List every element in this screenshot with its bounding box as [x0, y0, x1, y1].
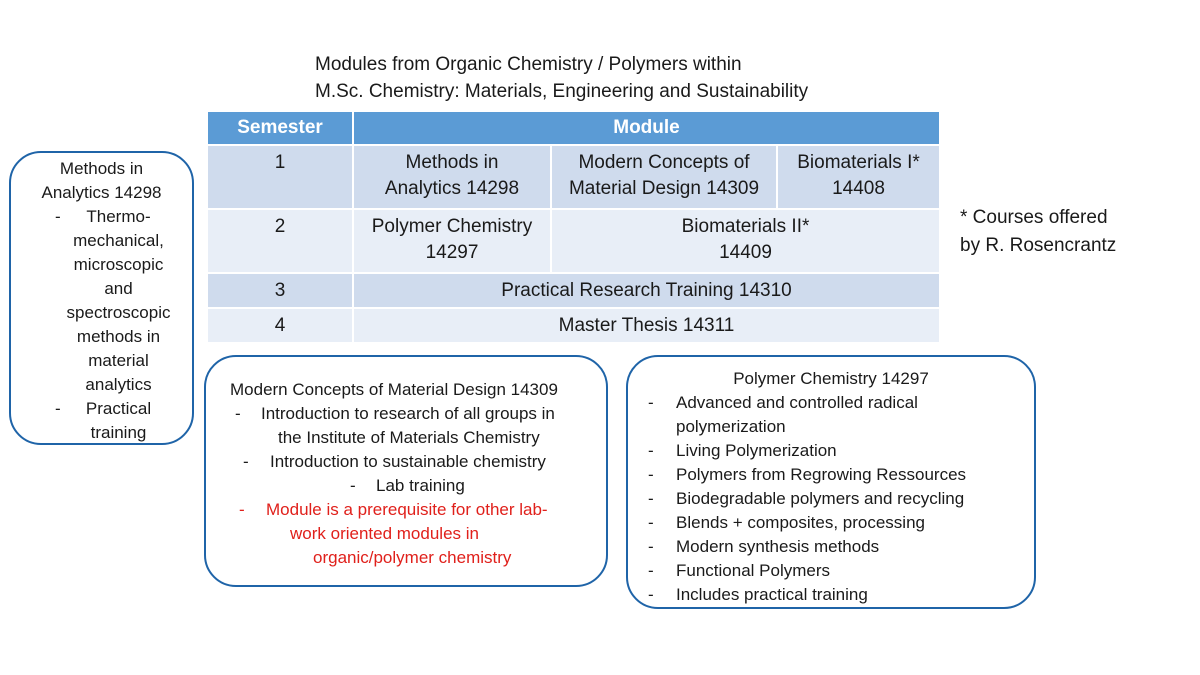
- module-cell-line: 14409: [719, 242, 772, 263]
- list-item-line: Polymers from Regrowing Ressources: [676, 465, 967, 484]
- courses-note: [960, 204, 1116, 260]
- bullet-dash: -: [648, 441, 654, 460]
- box-title: Polymer Chemistry 14297: [733, 369, 929, 388]
- module-cell-line: Modern Concepts of: [578, 152, 750, 173]
- list-item: [11, 397, 192, 445]
- methods-analytics-box: [9, 151, 194, 445]
- list-item: [628, 511, 1034, 535]
- header-module: Module: [353, 111, 940, 145]
- box-title-line: Analytics 14298: [41, 183, 162, 202]
- title-line-2: M.Sc. Chemistry: Materials, Engineering and Sustainability: [315, 81, 809, 102]
- list-item: [628, 439, 1034, 463]
- modern-concepts-box: [204, 355, 608, 587]
- note-line-1: * Courses offered: [960, 207, 1108, 228]
- bullet-dash: -: [55, 207, 61, 226]
- module-cell: [353, 145, 551, 209]
- list-item: [628, 391, 1034, 439]
- list-item: [628, 559, 1034, 583]
- list-item-line: spectroscopic: [66, 303, 171, 322]
- list-item-line: the Institute of Materials Chemistry: [278, 428, 540, 447]
- list-item: [206, 474, 606, 498]
- list-item: [628, 463, 1034, 487]
- module-cell: Master Thesis 14311: [353, 308, 940, 343]
- list-item: [206, 450, 606, 474]
- list-item: [628, 583, 1034, 607]
- polymer-chemistry-box: [626, 355, 1036, 609]
- module-cell-line: Methods in: [405, 152, 499, 173]
- page-title: [315, 51, 808, 105]
- module-cell: [777, 145, 940, 209]
- list-item-line: Lab training: [376, 476, 465, 495]
- module-cell-line: Analytics 14298: [384, 178, 520, 199]
- table-row: [207, 209, 940, 273]
- title-line-1: Modules from Organic Chemistry / Polymers within: [315, 54, 742, 75]
- list-item: [628, 535, 1034, 559]
- list-item-line: Introduction to research of all groups in: [261, 404, 555, 423]
- table-row: [207, 273, 940, 308]
- list-item-line: Functional Polymers: [676, 561, 831, 580]
- module-table: [206, 110, 941, 344]
- semester-cell: 4: [207, 308, 353, 343]
- bullet-dash: -: [648, 585, 654, 604]
- bullet-dash: -: [235, 404, 241, 423]
- module-cell-line: Biomaterials I*: [797, 152, 920, 173]
- list-item-line: work oriented modules in: [290, 524, 479, 543]
- bullet-dash: -: [648, 537, 654, 556]
- bullet-dash: -: [55, 399, 61, 418]
- note-line-2: by R. Rosencrantz: [960, 235, 1117, 256]
- table-header-row: [207, 111, 940, 145]
- module-cell-line: Material Design 14309: [568, 178, 760, 199]
- bullet-dash: -: [648, 393, 654, 412]
- module-cell: [353, 209, 551, 273]
- list-item-line: Advanced and controlled radical: [676, 393, 918, 412]
- list-item: [206, 402, 606, 450]
- module-cell-line: 14408: [832, 178, 885, 199]
- module-cell-line: 14297: [425, 242, 479, 263]
- list-item-line: Thermo-: [86, 207, 151, 226]
- list-item-line: Biodegradable polymers and recycling: [676, 489, 965, 508]
- list-item-line: Introduction to sustainable chemistry: [270, 452, 546, 471]
- module-cell-line: Polymer Chemistry: [371, 216, 533, 237]
- bullet-dash: -: [350, 476, 356, 495]
- bullet-dash: -: [648, 513, 654, 532]
- box-title: Modern Concepts of Material Design 14309: [230, 380, 558, 399]
- bullet-dash: -: [648, 489, 654, 508]
- bullet-dash: -: [243, 452, 249, 471]
- list-item-line: mechanical,: [73, 231, 164, 250]
- table-row: [207, 308, 940, 343]
- list-item-line: microscopic: [73, 255, 164, 274]
- table-row: [207, 145, 940, 209]
- bullet-dash: -: [648, 561, 654, 580]
- list-item-line: Modern synthesis methods: [676, 537, 880, 556]
- list-item-line: and: [104, 279, 133, 298]
- list-item-line: Module is a prerequisite for other lab-: [266, 500, 548, 519]
- module-cell: Practical Research Training 14310: [353, 273, 940, 308]
- module-cell-line: Biomaterials II*: [681, 216, 810, 237]
- list-item: [628, 487, 1034, 511]
- list-item-line: material: [88, 351, 149, 370]
- box-title-line: Methods in: [59, 159, 144, 178]
- list-item-line: organic/polymer chemistry: [313, 548, 512, 567]
- list-item-line: polymerization: [676, 417, 786, 436]
- list-item: [11, 205, 192, 397]
- list-item-line: methods in: [76, 327, 161, 346]
- semester-cell: 2: [207, 209, 353, 273]
- list-item-line: analytics: [85, 375, 152, 394]
- module-cell: [551, 145, 777, 209]
- list-item-line: Blends + composites, processing: [676, 513, 925, 532]
- module-cell: [551, 209, 940, 273]
- bullet-dash: -: [648, 465, 654, 484]
- list-item-highlight: [206, 498, 606, 570]
- semester-cell: 1: [207, 145, 353, 209]
- semester-cell: 3: [207, 273, 353, 308]
- list-item-line: Practical: [85, 399, 152, 418]
- list-item-line: training: [90, 423, 147, 442]
- header-semester: Semester: [207, 111, 353, 145]
- list-item-line: Includes practical training: [676, 585, 868, 604]
- list-item-line: Living Polymerization: [676, 441, 837, 460]
- bullet-dash: -: [239, 500, 245, 519]
